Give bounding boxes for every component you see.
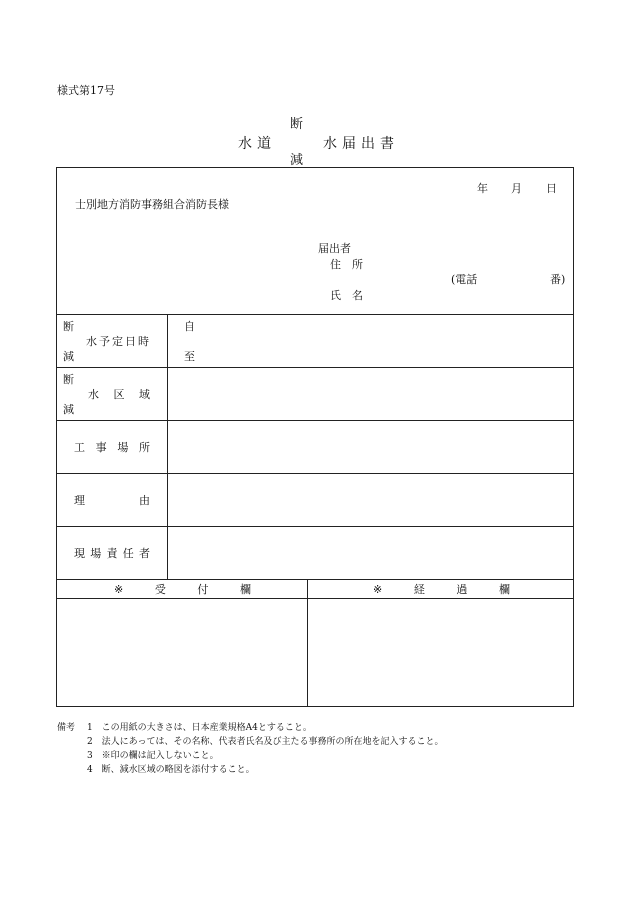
phone-close: 番) [550,273,566,286]
date-month: 月 [511,182,522,195]
reception-header-char: 欄 [240,583,251,596]
notes-label: 備考 [57,723,76,733]
note-number: 3 [87,751,93,761]
note-item [87,766,255,775]
reception-header-char: ※ [114,583,124,596]
note-number: 4 [87,765,93,775]
schedule-label: 水予定日時 [86,335,151,348]
schedule-from: 自 [184,320,195,333]
note-text: 断、減水区域の略図を添付すること。 [101,765,255,775]
manager-label-char: 者 [139,547,150,560]
title-top-char: 断 [290,117,304,132]
schedule-to: 至 [184,350,195,363]
site-label-char: 工 [74,441,85,454]
schedule-bottom-char: 減 [63,350,74,363]
reason-label [74,495,150,506]
reason-label-char: 理 [74,494,85,507]
area-top-char: 断 [63,373,74,386]
schedule-top-char: 断 [63,320,74,333]
manager-label-char: 場 [90,547,102,560]
title-bottom-char: 減 [290,153,304,168]
site-label [74,442,150,453]
date-year: 年 [477,182,488,195]
area-input[interactable] [168,368,573,420]
note-item [87,724,312,733]
date-day: 日 [546,182,557,195]
progress-area [308,599,573,706]
manager-input[interactable] [168,527,573,579]
note-number: 1 [87,723,93,733]
note-text: 法人にあっては、その名称、代表者氏名及び主たる事務所の所在地を記入すること。 [101,737,444,747]
area-label [88,389,150,400]
manager-label-char: 現 [74,547,85,560]
progress-header-char: 過 [456,583,468,596]
area-label-char: 区 [113,388,125,401]
area-label-char: 域 [139,388,150,401]
row-divider [56,579,574,580]
title-right: 水届出書 [323,136,399,152]
title-left: 水道 [238,136,276,152]
progress-header-char: 経 [413,583,425,596]
progress-header [373,584,510,595]
note-text: ※印の欄は記入しないこと。 [101,751,219,761]
schedule-input[interactable] [168,315,573,367]
reception-header [114,584,251,595]
area-label-char: 水 [88,388,99,401]
reception-header-char: 受 [154,583,166,596]
manager-label-char: 責 [106,547,118,560]
reception-header-char: 付 [197,583,209,596]
reception-area [57,599,307,706]
addressee: 士別地方消防事務組合消防長様 [75,198,229,211]
progress-header-char: 欄 [499,583,510,596]
progress-header-char: ※ [373,583,383,596]
reason-label-char: 由 [139,494,150,507]
note-number: 2 [87,737,93,747]
area-bottom-char: 減 [63,403,74,416]
name-label: 氏 名 [330,289,363,302]
note-item [87,752,219,761]
address-label: 住 所 [330,258,363,271]
form-number: 様式第17号 [57,84,115,97]
applicant-label: 届出者 [318,242,351,255]
note-text: この用紙の大きさは、日本産業規格A4とすること。 [101,723,312,733]
phone-open: (電話 [451,273,478,286]
site-label-char: 事 [95,441,107,454]
site-label-char: 所 [138,441,150,454]
manager-label [74,548,150,559]
manager-label-char: 任 [122,547,134,560]
note-item [87,738,444,747]
reason-input[interactable] [168,474,573,526]
site-input[interactable] [168,421,573,473]
site-label-char: 場 [117,441,129,454]
